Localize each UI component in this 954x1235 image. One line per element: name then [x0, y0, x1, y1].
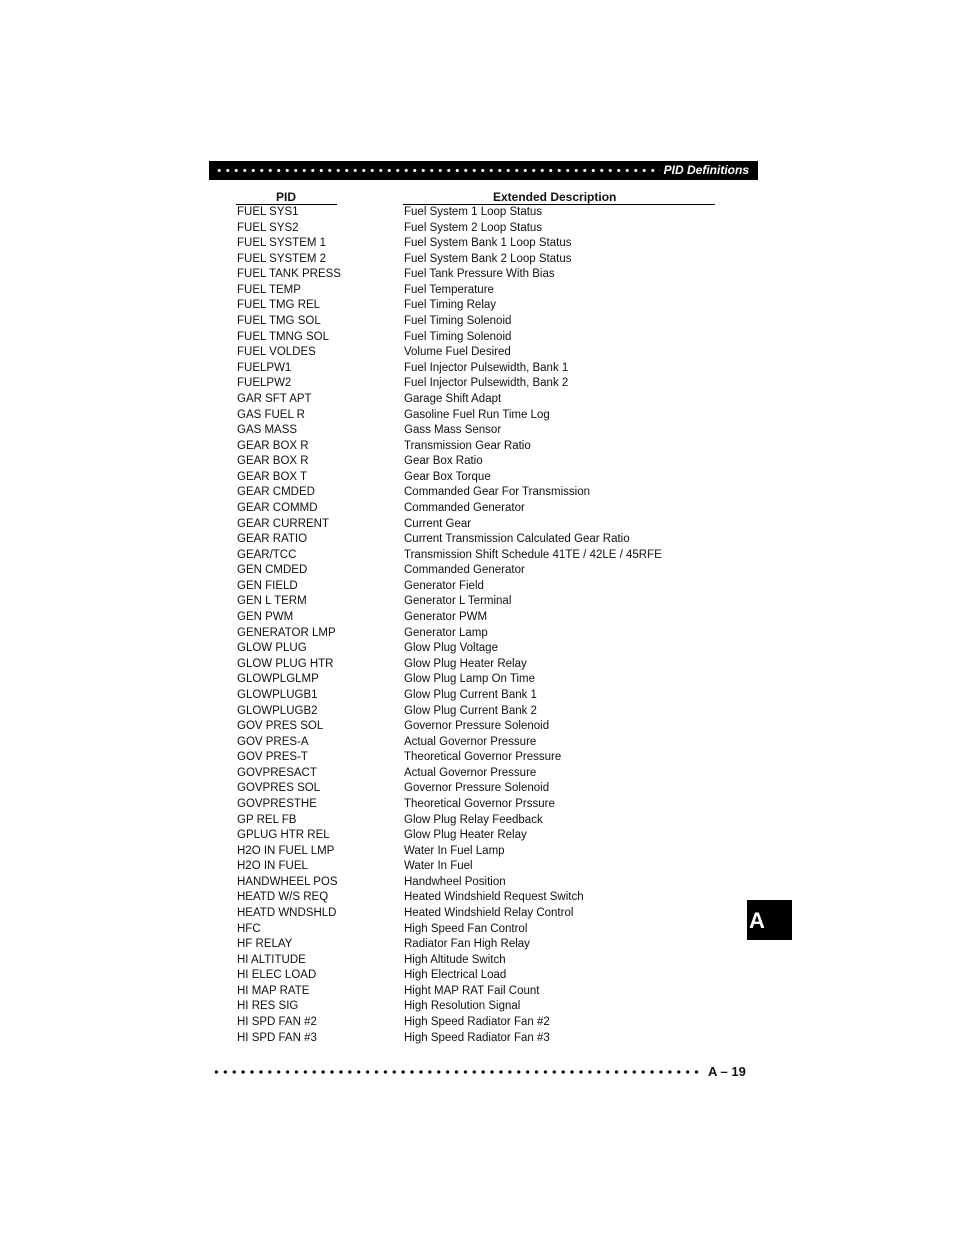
pid-cell: HANDWHEEL POS [237, 875, 338, 888]
pid-cell: GPLUG HTR REL [237, 829, 330, 842]
table-row [237, 470, 757, 486]
description-cell: Fuel Injector Pulsewidth, Bank 2 [404, 377, 569, 390]
description-cell: Actual Governor Pressure [404, 766, 537, 779]
pid-cell: FUELPW2 [237, 377, 292, 390]
pid-cell: GEAR BOX R [237, 439, 309, 452]
table-row [237, 828, 757, 844]
description-cell: Gear Box Ratio [404, 455, 483, 468]
pid-cell: GEAR CURRENT [237, 517, 330, 530]
pid-cell: GEAR CMDED [237, 486, 315, 499]
table-row [237, 1031, 757, 1047]
section-header-bar [209, 161, 758, 180]
pid-cell: H2O IN FUEL LMP [237, 844, 335, 857]
table-row [237, 813, 757, 829]
pid-cell: GEAR RATIO [237, 533, 308, 546]
description-cell: Glow Plug Voltage [404, 642, 498, 655]
description-cell: Commanded Gear For Transmission [404, 486, 590, 499]
pid-cell: FUEL SYSTEM 2 [237, 252, 327, 265]
pid-cell: HI SPD FAN #2 [237, 1016, 317, 1029]
description-cell: Fuel System 2 Loop Status [404, 221, 543, 234]
table-row [237, 797, 757, 813]
description-cell: Governor Pressure Solenoid [404, 720, 550, 733]
table-row [237, 267, 757, 283]
description-cell: Current Gear [404, 517, 472, 530]
table-row [237, 221, 757, 237]
description-cell: Actual Governor Pressure [404, 735, 537, 748]
table-row [237, 594, 757, 610]
table-row [237, 968, 757, 984]
description-cell: Gear Box Torque [404, 470, 491, 483]
table-row [237, 408, 757, 424]
description-cell: Garage Shift Adapt [404, 392, 502, 405]
table-row [237, 345, 757, 361]
description-cell: Fuel Timing Solenoid [404, 330, 512, 343]
pid-cell: GOVPRESTHE [237, 797, 317, 810]
pid-cell: GEN CMDED [237, 564, 308, 577]
table-row [237, 252, 757, 268]
table-row [237, 579, 757, 595]
description-cell: Commanded Generator [404, 564, 525, 577]
table-row [237, 423, 757, 439]
pid-cell: H2O IN FUEL [237, 860, 308, 873]
pid-cell: FUEL SYS1 [237, 206, 299, 218]
description-cell: Glow Plug Relay Feedback [404, 813, 543, 826]
table-row [237, 735, 757, 751]
pid-cell: GEN PWM [237, 611, 294, 624]
pid-cell: FUEL TMG SOL [237, 315, 321, 328]
description-cell: Generator L Terminal [404, 595, 512, 608]
table-row [237, 766, 757, 782]
pid-cell: FUEL SYSTEM 1 [237, 237, 327, 250]
footer-dot-leader [212, 1066, 702, 1078]
description-cell: Fuel Injector Pulsewidth, Bank 1 [404, 361, 569, 374]
table-row [237, 719, 757, 735]
pid-cell: HEATD W/S REQ [237, 891, 329, 904]
table-row [237, 859, 757, 875]
description-cell: Fuel Timing Solenoid [404, 315, 512, 328]
table-row [237, 906, 757, 922]
description-cell: Gasoline Fuel Run Time Log [404, 408, 550, 421]
description-cell: Glow Plug Heater Relay [404, 657, 527, 670]
table-row [237, 672, 757, 688]
pid-cell: FUEL TEMP [237, 283, 301, 296]
table-row [237, 361, 757, 377]
appendix-tab: A [747, 900, 792, 940]
pid-cell: GOV PRES-A [237, 735, 309, 748]
table-row [237, 330, 757, 346]
pid-cell: GLOW PLUG HTR [237, 657, 334, 670]
pid-cell: GENERATOR LMP [237, 626, 336, 639]
table-row [237, 532, 757, 548]
pid-column-header-label: PID [275, 190, 296, 204]
pid-cell: GOV PRES-T [237, 751, 308, 764]
table-row [237, 454, 757, 470]
table-row [237, 501, 757, 517]
table-row [237, 953, 757, 969]
pid-cell: HI ELEC LOAD [237, 969, 317, 982]
section-title: PID Definitions [663, 163, 749, 177]
description-cell: High Speed Radiator Fan #3 [404, 1031, 550, 1044]
pid-cell: GP REL FB [237, 813, 297, 826]
pid-cell: GEN L TERM [237, 595, 307, 608]
description-cell: Theoretical Governor Pressure [404, 751, 562, 764]
table-row [237, 548, 757, 564]
description-cell: Glow Plug Heater Relay [404, 829, 527, 842]
header-dot-leader [215, 161, 660, 180]
table-row [237, 937, 757, 953]
description-column-header-label: Extended Description [493, 190, 617, 204]
description-cell: Generator PWM [404, 611, 488, 624]
table-row [237, 298, 757, 314]
pid-cell: FUEL VOLDES [237, 346, 316, 359]
table-row [237, 563, 757, 579]
description-cell: Generator Field [404, 579, 484, 592]
pid-cell: GOVPRESACT [237, 766, 317, 779]
pid-cell: GEAR/TCC [237, 548, 297, 561]
description-cell: Theoretical Governor Prssure [404, 797, 555, 810]
pid-cell: FUEL TMNG SOL [237, 330, 330, 343]
table-row [237, 392, 757, 408]
table-row [237, 890, 757, 906]
description-cell: Transmission Gear Ratio [404, 439, 531, 452]
description-cell: Glow Plug Current Bank 1 [404, 688, 537, 701]
pid-cell: FUELPW1 [237, 361, 292, 374]
description-cell: Radiator Fan High Relay [404, 938, 530, 951]
table-row [237, 485, 757, 501]
table-row [237, 875, 757, 891]
table-row [237, 657, 757, 673]
pid-cell: GEAR BOX T [237, 470, 308, 483]
description-cell: Fuel System Bank 2 Loop Status [404, 252, 572, 265]
description-cell: Water In Fuel [404, 860, 473, 873]
description-cell: Fuel Timing Relay [404, 299, 497, 312]
table-row [237, 236, 757, 252]
pid-cell: HI SPD FAN #3 [237, 1031, 317, 1044]
pid-cell: HI RES SIG [237, 1000, 299, 1013]
description-cell: Commanded Generator [404, 501, 525, 514]
description-cell: High Altitude Switch [404, 953, 506, 966]
pid-cell: HEATD WNDSHLD [237, 907, 337, 920]
table-row [237, 610, 757, 626]
pid-definitions-table [237, 205, 757, 1046]
table-row [237, 844, 757, 860]
description-cell: Fuel System 1 Loop Status [404, 206, 543, 218]
table-row [237, 205, 757, 221]
pid-cell: FUEL TANK PRESS [237, 268, 341, 281]
description-cell: Governor Pressure Solenoid [404, 782, 550, 795]
description-cell: High Speed Fan Control [404, 922, 528, 935]
pid-cell: GAS FUEL R [237, 408, 305, 421]
table-row [237, 439, 757, 455]
table-row [237, 376, 757, 392]
description-cell: Hight MAP RAT Fail Count [404, 984, 540, 997]
pid-cell: GOVPRES SOL [237, 782, 321, 795]
table-row [237, 704, 757, 720]
pid-cell: HI MAP RATE [237, 984, 310, 997]
description-cell: Transmission Shift Schedule 41TE / 42LE / 45RFE [404, 548, 662, 561]
pid-cell: FUEL TMG REL [237, 299, 321, 312]
table-row [237, 283, 757, 299]
pid-cell: GLOW PLUG [237, 642, 307, 655]
description-cell: Heated Windshield Relay Control [404, 907, 574, 920]
pid-cell: GAR SFT APT [237, 392, 312, 405]
pid-cell: GAS MASS [237, 424, 298, 437]
table-row [237, 750, 757, 766]
description-column-header [403, 190, 715, 205]
pid-cell: GLOWPLUGB2 [237, 704, 318, 717]
pid-cell: HFC [237, 922, 261, 935]
table-row [237, 922, 757, 938]
description-cell: High Resolution Signal [404, 1000, 521, 1013]
table-row [237, 517, 757, 533]
description-cell: Gass Mass Sensor [404, 424, 502, 437]
description-cell: Current Transmission Calculated Gear Ratio [404, 533, 630, 546]
pid-cell: GEAR BOX R [237, 455, 309, 468]
description-cell: Fuel Tank Pressure With Bias [404, 268, 555, 281]
table-row [237, 626, 757, 642]
description-cell: Generator Lamp [404, 626, 488, 639]
table-row [237, 999, 757, 1015]
description-cell: High Electrical Load [404, 969, 507, 982]
pid-cell: GLOWPLUGB1 [237, 688, 318, 701]
description-cell: Water In Fuel Lamp [404, 844, 505, 857]
page-number: A – 19 [708, 1064, 746, 1079]
pid-cell: GLOWPLGLMP [237, 673, 319, 686]
pid-column-header [236, 190, 337, 205]
table-row [237, 1015, 757, 1031]
description-cell: High Speed Radiator Fan #2 [404, 1016, 550, 1029]
table-row [237, 781, 757, 797]
description-cell: Glow Plug Current Bank 2 [404, 704, 537, 717]
table-row [237, 314, 757, 330]
pid-cell: GEAR COMMD [237, 501, 318, 514]
pid-cell: HF RELAY [237, 938, 293, 951]
pid-cell: HI ALTITUDE [237, 953, 306, 966]
table-row [237, 984, 757, 1000]
pid-cell: GOV PRES SOL [237, 720, 324, 733]
description-cell: Fuel Temperature [404, 283, 494, 296]
description-cell: Glow Plug Lamp On Time [404, 673, 536, 686]
table-row [237, 688, 757, 704]
description-cell: Heated Windshield Request Switch [404, 891, 584, 904]
pid-cell: GEN FIELD [237, 579, 298, 592]
table-row [237, 641, 757, 657]
description-cell: Volume Fuel Desired [404, 346, 511, 359]
description-cell: Fuel System Bank 1 Loop Status [404, 237, 572, 250]
description-cell: Handwheel Position [404, 875, 506, 888]
pid-cell: FUEL SYS2 [237, 221, 299, 234]
